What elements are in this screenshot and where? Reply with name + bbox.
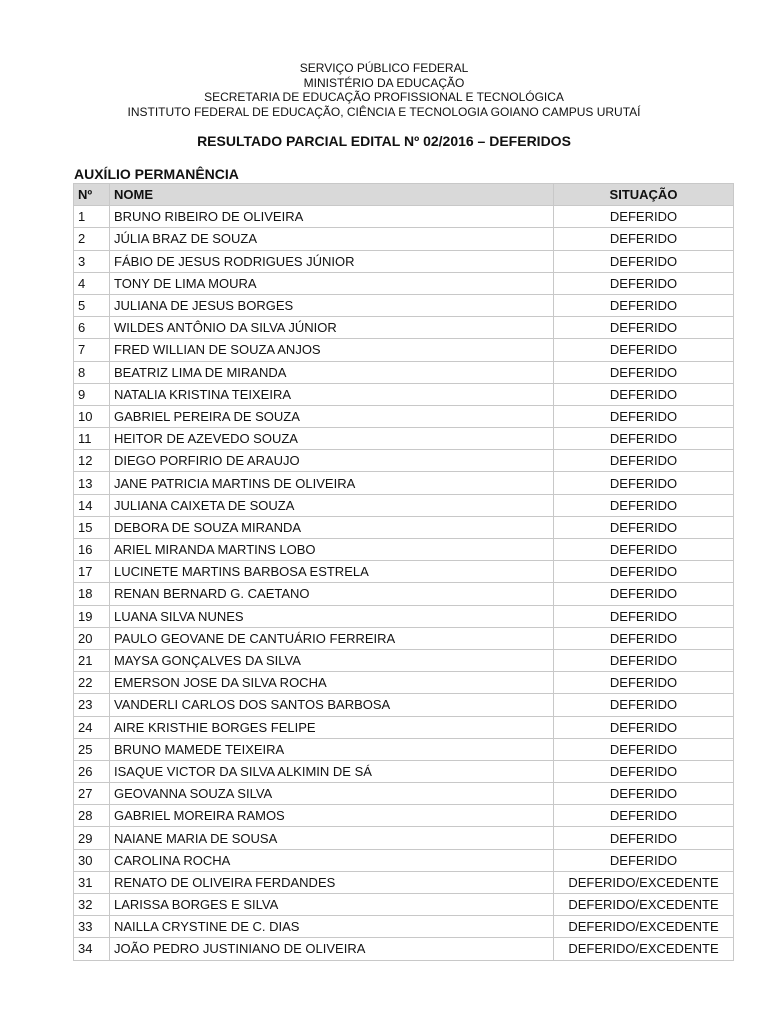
- row-number: 4: [74, 272, 110, 294]
- table-row: [74, 472, 734, 494]
- row-status: DEFERIDO: [554, 206, 734, 228]
- header-name: NOME: [110, 184, 554, 206]
- table-row: [74, 272, 734, 294]
- header-line-2: MINISTÉRIO DA EDUCAÇÃO: [303, 75, 465, 90]
- table-row: [74, 760, 734, 782]
- section-title: AUXÍLIO PERMANÊNCIA: [74, 166, 239, 182]
- row-name: NAILLA CRYSTINE DE C. DIAS: [110, 916, 554, 938]
- row-number: 11: [74, 428, 110, 450]
- row-number: 33: [74, 916, 110, 938]
- row-number: 27: [74, 783, 110, 805]
- row-name: PAULO GEOVANE DE CANTUÁRIO FERREIRA: [110, 627, 554, 649]
- row-status: DEFERIDO: [554, 605, 734, 627]
- row-number: 5: [74, 294, 110, 316]
- row-name: NATALIA KRISTINA TEIXEIRA: [110, 383, 554, 405]
- row-number: 18: [74, 583, 110, 605]
- table-row: [74, 916, 734, 938]
- row-name: FÁBIO DE JESUS RODRIGUES JÚNIOR: [110, 250, 554, 272]
- row-name: LUCINETE MARTINS BARBOSA ESTRELA: [110, 561, 554, 583]
- row-name: TONY DE LIMA MOURA: [110, 272, 554, 294]
- row-name: RENAN BERNARD G. CAETANO: [110, 583, 554, 605]
- row-name: BRUNO MAMEDE TEIXEIRA: [110, 738, 554, 760]
- row-number: 28: [74, 805, 110, 827]
- row-name: VANDERLI CARLOS DOS SANTOS BARBOSA: [110, 694, 554, 716]
- table-row: [74, 605, 734, 627]
- table-row: [74, 871, 734, 893]
- row-status: DEFERIDO: [554, 450, 734, 472]
- row-number: 20: [74, 627, 110, 649]
- row-number: 34: [74, 938, 110, 960]
- row-status: DEFERIDO/EXCEDENTE: [554, 916, 734, 938]
- table-row: [74, 783, 734, 805]
- table-row: [74, 450, 734, 472]
- table-row: [74, 805, 734, 827]
- header-line-4: INSTITUTO FEDERAL DE EDUCAÇÃO, CIÊNCIA E TECNOLOGIA GOIANO CAMPUS URUTAÍ: [127, 104, 641, 119]
- document-header: [0, 61, 768, 119]
- row-status: DEFERIDO: [554, 672, 734, 694]
- row-status: DEFERIDO: [554, 272, 734, 294]
- row-name: GABRIEL PEREIRA DE SOUZA: [110, 405, 554, 427]
- row-number: 3: [74, 250, 110, 272]
- table-row: [74, 361, 734, 383]
- row-status: DEFERIDO: [554, 361, 734, 383]
- row-status: DEFERIDO: [554, 694, 734, 716]
- row-name: CAROLINA ROCHA: [110, 849, 554, 871]
- row-status: DEFERIDO: [554, 383, 734, 405]
- row-name: LUANA SILVA NUNES: [110, 605, 554, 627]
- table-row: [74, 694, 734, 716]
- table-row: [74, 294, 734, 316]
- row-name: EMERSON JOSE DA SILVA ROCHA: [110, 672, 554, 694]
- table-row: [74, 849, 734, 871]
- table-row: [74, 539, 734, 561]
- row-status: DEFERIDO: [554, 627, 734, 649]
- row-status: DEFERIDO: [554, 583, 734, 605]
- table-row: [74, 383, 734, 405]
- row-number: 25: [74, 738, 110, 760]
- row-name: BRUNO RIBEIRO DE OLIVEIRA: [110, 206, 554, 228]
- row-number: 24: [74, 716, 110, 738]
- row-name: JANE PATRICIA MARTINS DE OLIVEIRA: [110, 472, 554, 494]
- table-header-row: [74, 184, 734, 206]
- row-number: 32: [74, 894, 110, 916]
- row-number: 17: [74, 561, 110, 583]
- row-name: DIEGO PORFIRIO DE ARAUJO: [110, 450, 554, 472]
- table-row: [74, 894, 734, 916]
- row-number: 8: [74, 361, 110, 383]
- row-number: 9: [74, 383, 110, 405]
- row-status: DEFERIDO: [554, 294, 734, 316]
- row-name: JULIANA CAIXETA DE SOUZA: [110, 494, 554, 516]
- table-row: [74, 405, 734, 427]
- row-status: DEFERIDO: [554, 760, 734, 782]
- table-row: [74, 716, 734, 738]
- row-status: DEFERIDO: [554, 339, 734, 361]
- row-number: 31: [74, 871, 110, 893]
- row-number: 1: [74, 206, 110, 228]
- row-status: DEFERIDO/EXCEDENTE: [554, 894, 734, 916]
- row-number: 22: [74, 672, 110, 694]
- row-status: DEFERIDO: [554, 494, 734, 516]
- row-name: HEITOR DE AZEVEDO SOUZA: [110, 428, 554, 450]
- results-table: [73, 183, 734, 961]
- table-row: [74, 317, 734, 339]
- table-row: [74, 561, 734, 583]
- row-status: DEFERIDO: [554, 428, 734, 450]
- row-name: MAYSA GONÇALVES DA SILVA: [110, 649, 554, 671]
- row-number: 21: [74, 649, 110, 671]
- table-row: [74, 827, 734, 849]
- row-name: BEATRIZ LIMA DE MIRANDA: [110, 361, 554, 383]
- row-name: JOÃO PEDRO JUSTINIANO DE OLIVEIRA: [110, 938, 554, 960]
- row-number: 15: [74, 516, 110, 538]
- row-status: DEFERIDO: [554, 783, 734, 805]
- table-row: [74, 672, 734, 694]
- row-name: GEOVANNA SOUZA SILVA: [110, 783, 554, 805]
- table-row: [74, 494, 734, 516]
- header-status: SITUAÇÃO: [554, 184, 734, 206]
- row-name: ARIEL MIRANDA MARTINS LOBO: [110, 539, 554, 561]
- row-number: 23: [74, 694, 110, 716]
- row-status: DEFERIDO: [554, 539, 734, 561]
- header-line-3: SECRETARIA DE EDUCAÇÃO PROFISSIONAL E TECNOLÓGICA: [204, 90, 564, 104]
- row-status: DEFERIDO: [554, 317, 734, 339]
- table-row: [74, 583, 734, 605]
- table-row: [74, 228, 734, 250]
- row-name: RENATO DE OLIVEIRA FERDANDES: [110, 871, 554, 893]
- row-number: 30: [74, 849, 110, 871]
- row-number: 7: [74, 339, 110, 361]
- row-number: 26: [74, 760, 110, 782]
- row-status: DEFERIDO: [554, 516, 734, 538]
- row-status: DEFERIDO: [554, 250, 734, 272]
- row-name: NAIANE MARIA DE SOUSA: [110, 827, 554, 849]
- row-name: AIRE KRISTHIE BORGES FELIPE: [110, 716, 554, 738]
- table-row: [74, 428, 734, 450]
- table-row: [74, 206, 734, 228]
- row-name: WILDES ANTÔNIO DA SILVA JÚNIOR: [110, 317, 554, 339]
- row-status: DEFERIDO: [554, 849, 734, 871]
- row-status: DEFERIDO: [554, 228, 734, 250]
- row-status: DEFERIDO: [554, 827, 734, 849]
- row-number: 19: [74, 605, 110, 627]
- row-name: FRED WILLIAN DE SOUZA ANJOS: [110, 339, 554, 361]
- table-body: [74, 206, 734, 960]
- header-number: Nº: [74, 184, 110, 206]
- row-name: JULIANA DE JESUS BORGES: [110, 294, 554, 316]
- row-status: DEFERIDO: [554, 561, 734, 583]
- row-number: 29: [74, 827, 110, 849]
- row-name: ISAQUE VICTOR DA SILVA ALKIMIN DE SÁ: [110, 760, 554, 782]
- table-row: [74, 938, 734, 960]
- header-line-1: SERVIÇO PÚBLICO FEDERAL: [299, 61, 469, 75]
- table-row: [74, 250, 734, 272]
- row-status: DEFERIDO/EXCEDENTE: [554, 871, 734, 893]
- row-status: DEFERIDO: [554, 716, 734, 738]
- row-number: 10: [74, 405, 110, 427]
- row-name: GABRIEL MOREIRA RAMOS: [110, 805, 554, 827]
- row-status: DEFERIDO: [554, 405, 734, 427]
- row-name: DEBORA DE SOUZA MIRANDA: [110, 516, 554, 538]
- row-status: DEFERIDO: [554, 649, 734, 671]
- row-number: 2: [74, 228, 110, 250]
- row-status: DEFERIDO/EXCEDENTE: [554, 938, 734, 960]
- row-status: DEFERIDO: [554, 472, 734, 494]
- row-number: 13: [74, 472, 110, 494]
- row-number: 14: [74, 494, 110, 516]
- document-title: RESULTADO PARCIAL EDITAL Nº 02/2016 – DEFERIDOS: [197, 133, 571, 149]
- row-status: DEFERIDO: [554, 805, 734, 827]
- row-status: DEFERIDO: [554, 738, 734, 760]
- table-row: [74, 649, 734, 671]
- row-number: 12: [74, 450, 110, 472]
- table-row: [74, 339, 734, 361]
- row-name: JÚLIA BRAZ DE SOUZA: [110, 228, 554, 250]
- table-row: [74, 738, 734, 760]
- table-row: [74, 516, 734, 538]
- row-number: 16: [74, 539, 110, 561]
- row-number: 6: [74, 317, 110, 339]
- row-name: LARISSA BORGES E SILVA: [110, 894, 554, 916]
- table-row: [74, 627, 734, 649]
